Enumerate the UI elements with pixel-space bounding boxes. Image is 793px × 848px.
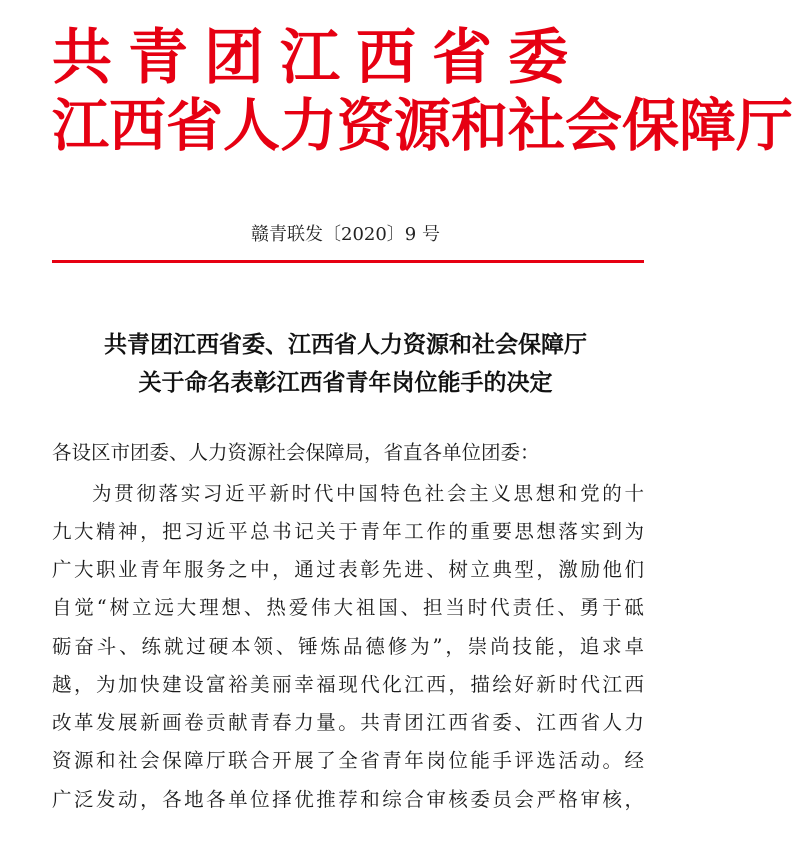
- body-line: 砺奋斗、练就过硬本领、锤炼品德修为”，崇尚技能，追求卓: [52, 635, 644, 658]
- body-line: 广大职业青年服务之中，通过表彰先进、树立典型，激励他们: [52, 558, 644, 581]
- body-line: 自觉“树立远大理想、热爱伟大祖国、担当时代责任、勇于砥: [52, 596, 644, 619]
- body-line: 改革发展新画卷贡献青春力量。共青团江西省委、江西省人力: [52, 711, 644, 734]
- document-title-line-1: 共青团江西省委、江西省人力资源和社会保障厅: [104, 332, 587, 358]
- salutation: 各设区市团委、人力资源社会保障局，省直各单位团委：: [52, 441, 540, 464]
- issuer-line-2: 江西省人力资源和社会保障厅: [52, 93, 793, 159]
- document-number: 赣青联发〔2020〕9 号: [251, 224, 440, 245]
- issuer-line-1: 共青团江西省委: [52, 23, 584, 93]
- red-divider: [52, 260, 644, 263]
- body-line: 越，为加快建设富裕美丽幸福现代化江西，描绘好新时代江西: [52, 673, 644, 696]
- body-line: 九大精神，把习近平总书记关于青年工作的重要思想落实到为: [52, 520, 644, 543]
- document-title-line-2: 关于命名表彰江西省青年岗位能手的决定: [138, 370, 553, 396]
- body-line: 资源和社会保障厅联合开展了全省青年岗位能手评选活动。经: [52, 749, 644, 772]
- body-line: 广泛发动，各地各单位择优推荐和综合审核委员会严格审核，: [52, 788, 644, 811]
- body-line: 为贯彻落实习近平新时代中国特色社会主义思想和党的十: [92, 482, 644, 505]
